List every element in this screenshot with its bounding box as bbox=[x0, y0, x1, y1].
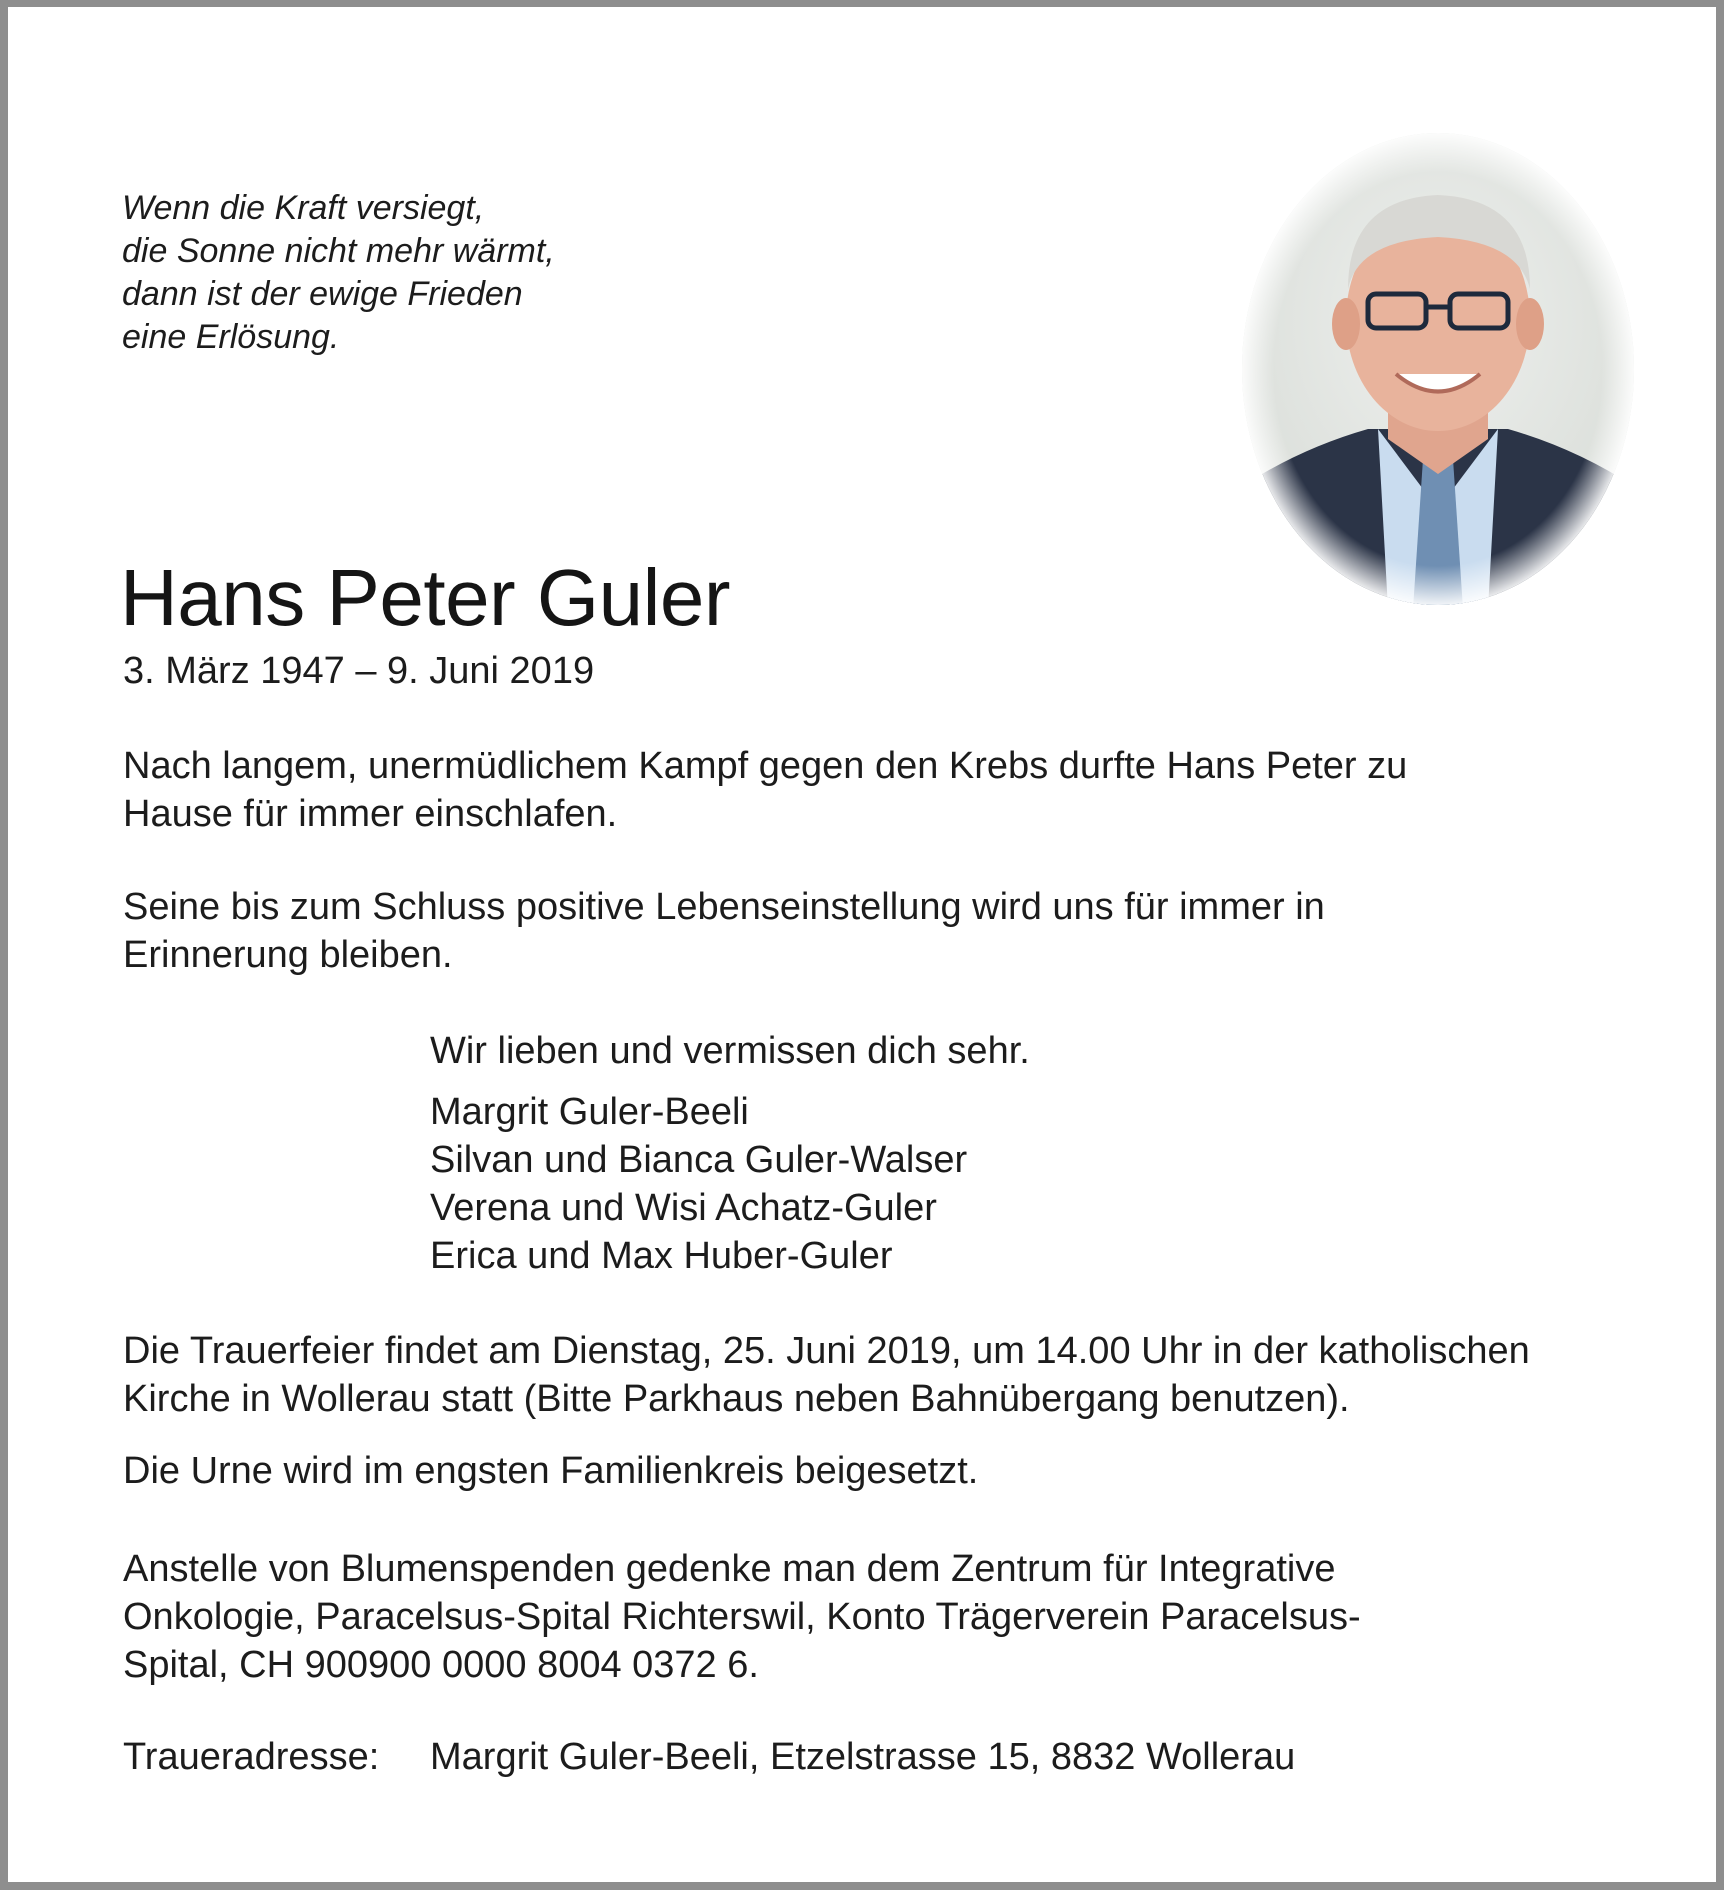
paragraph-line: Spital, CH 900900 0000 8004 0372 6. bbox=[123, 1644, 759, 1686]
motto-line: dann ist der ewige Frieden bbox=[122, 275, 523, 313]
paragraph-struggle bbox=[123, 742, 1603, 838]
family-member: Erica und Max Huber-Guler bbox=[430, 1235, 893, 1277]
donation-info bbox=[123, 1545, 1603, 1689]
life-dates: 3. März 1947 – 9. Juni 2019 bbox=[123, 650, 595, 692]
address-value: Margrit Guler-Beeli, Etzelstrasse 15, 8832 Wollerau bbox=[430, 1736, 1296, 1778]
motto-verse bbox=[122, 187, 555, 359]
paragraph-line: Die Trauerfeier findet am Dienstag, 25. Juni 2019, um 14.00 Uhr in der katholischen bbox=[123, 1330, 1530, 1372]
motto-line: Wenn die Kraft versiegt, bbox=[122, 189, 485, 227]
paragraph-line: Nach langem, unermüdlichem Kampf gegen den Krebs durfte Hans Peter zu bbox=[123, 745, 1408, 787]
motto-line: eine Erlösung. bbox=[122, 318, 340, 356]
family-member: Verena und Wisi Achatz-Guler bbox=[430, 1187, 937, 1229]
paragraph-line: Anstelle von Blumenspenden gedenke man dem Zentrum für Integrative bbox=[123, 1548, 1336, 1590]
family-list bbox=[430, 1088, 967, 1280]
paragraph-line: Erinnerung bleiben. bbox=[123, 934, 453, 976]
family-intro: Wir lieben und vermissen dich sehr. bbox=[430, 1030, 1030, 1072]
motto-line: die Sonne nicht mehr wärmt, bbox=[122, 232, 555, 270]
family-member: Margrit Guler-Beeli bbox=[430, 1091, 749, 1133]
urn-info: Die Urne wird im engsten Familienkreis beigesetzt. bbox=[123, 1450, 979, 1492]
paragraph-line: Kirche in Wollerau statt (Bitte Parkhaus neben Bahnübergang benutzen). bbox=[123, 1378, 1350, 1420]
paragraph-memory bbox=[123, 883, 1603, 979]
ceremony-info bbox=[123, 1327, 1603, 1423]
paragraph-line: Seine bis zum Schluss positive Lebenseinstellung wird uns für immer in bbox=[123, 886, 1325, 928]
deceased-name: Hans Peter Guler bbox=[120, 553, 731, 642]
paragraph-line: Onkologie, Paracelsus-Spital Richterswil, Konto Trägerverein Paracelsus- bbox=[123, 1596, 1361, 1638]
address-label: Traueradresse: bbox=[123, 1736, 380, 1778]
paragraph-line: Hause für immer einschlafen. bbox=[123, 793, 618, 835]
portrait-photo bbox=[1238, 129, 1638, 609]
family-member: Silvan und Bianca Guler-Walser bbox=[430, 1139, 968, 1181]
